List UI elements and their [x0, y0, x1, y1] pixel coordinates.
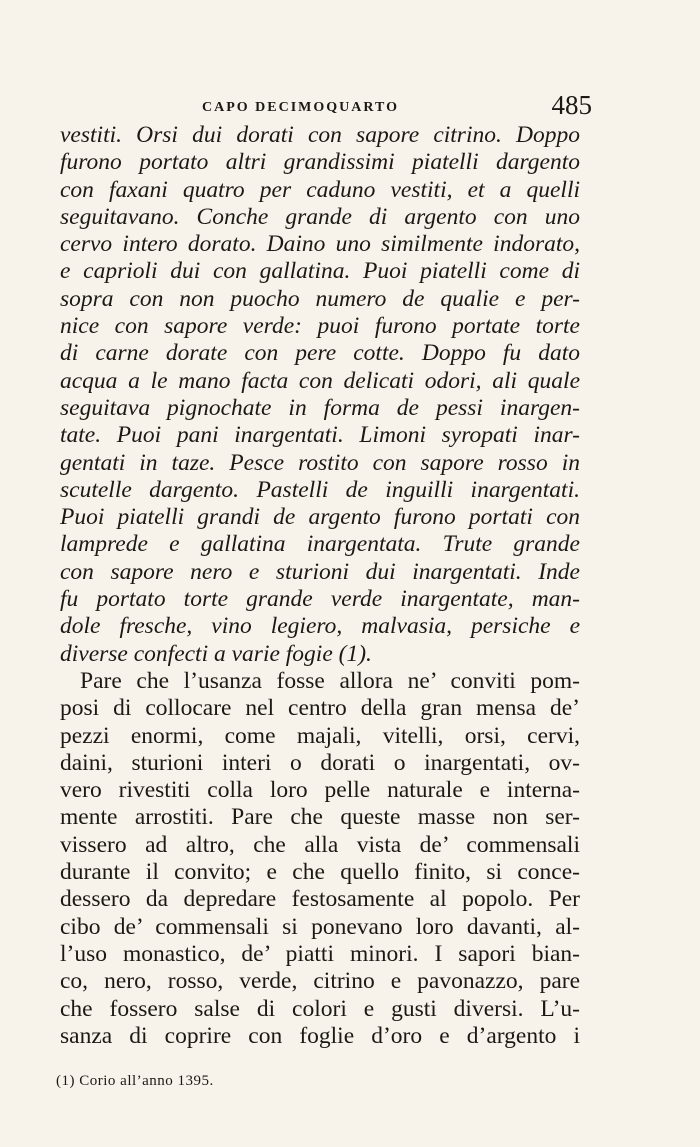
page-number: 485 [551, 90, 592, 120]
paragraph-start: Pare che l’usanza fosse allora ne’ conviti pom- [80, 667, 580, 694]
text-line: fu portato torte grande verde inargentate, man- [60, 586, 580, 613]
text-line: di carne dorate con pere cotte. Doppo fu dato [60, 340, 580, 367]
text-line: vero rivestiti colla loro pelle naturale e interna- [60, 777, 580, 804]
text-line: con faxani quatro per caduno vestiti, et a quelli [60, 176, 580, 203]
body-text [60, 122, 580, 1050]
text-line [60, 668, 580, 695]
text-line: con sapore nero e sturioni dui inargentati. Inde [60, 558, 580, 585]
text-line: co, nero, rosso, verde, citrino e pavonazzo, pare [60, 968, 580, 995]
text-line: sanza di coprire con foglie d’oro e d’argento i [60, 1022, 580, 1049]
text-line: Puoi piatelli grandi de argento furono portati con [60, 504, 580, 531]
text-line: seguitavano. Conche grande di argento con uno [60, 203, 580, 230]
text-line: vissero ad altro, che alla vista de’ commensali [60, 831, 580, 858]
text-line: lamprede e gallatina inargentata. Trute grande [60, 531, 580, 558]
text-line: furono portato altri grandissimi piatelli dargento [60, 149, 580, 176]
footnote: (1) Corio all’anno 1395. [56, 1073, 214, 1089]
text-line: mente arrostiti. Pare che queste masse non ser- [60, 804, 580, 831]
text-line: l’uso monastico, de’ piatti minori. I sapori bian- [60, 940, 580, 967]
text-line: tate. Puoi pani inargentati. Limoni syropati inar- [60, 422, 580, 449]
text-line: daini, sturioni interi o dorati o inargentati, ov- [60, 749, 580, 776]
text-line: durante il convito; e che quello finito, si conce- [60, 859, 580, 886]
text-line: dole fresche, vino legiero, malvasia, persiche e [60, 613, 580, 640]
text-line: cervo intero dorato. Daino uno similmente indorato, [60, 231, 580, 258]
text-line: posi di collocare nel centro della gran mensa de’ [60, 695, 580, 722]
text-line: gentati in taze. Pesce rostito con sapore rosso in [60, 449, 580, 476]
text-line: scutelle dargento. Pastelli de inguilli inargentati. [60, 476, 580, 503]
text-line: che fossero salse di colori e gusti diversi. L’u- [60, 995, 580, 1022]
text-line: pezzi enormi, come majali, vitelli, orsi, cervi, [60, 722, 580, 749]
text-line: acqua a le mano facta con delicati odori, ali quale [60, 367, 580, 394]
running-title: CAPO DECIMOQUARTO [202, 100, 399, 115]
text-line: cibo de’ commensali si ponevano loro davanti, al- [60, 913, 580, 940]
text-line: seguitava pignochate in forma de pessi inargen- [60, 394, 580, 421]
text-line: sopra con non puocho numero de qualie e per- [60, 285, 580, 312]
text-line: vestiti. Orsi dui dorati con sapore citrino. Doppo [60, 122, 580, 148]
text-line: diverse confecti a varie fogie (1). [60, 640, 372, 667]
text-line: nice con sapore verde: puoi furono portate torte [60, 313, 580, 340]
text-line: e caprioli dui con gallatina. Puoi piatelli come di [60, 258, 580, 285]
text-line: dessero da depredare festosamente al popolo. Per [60, 886, 580, 913]
